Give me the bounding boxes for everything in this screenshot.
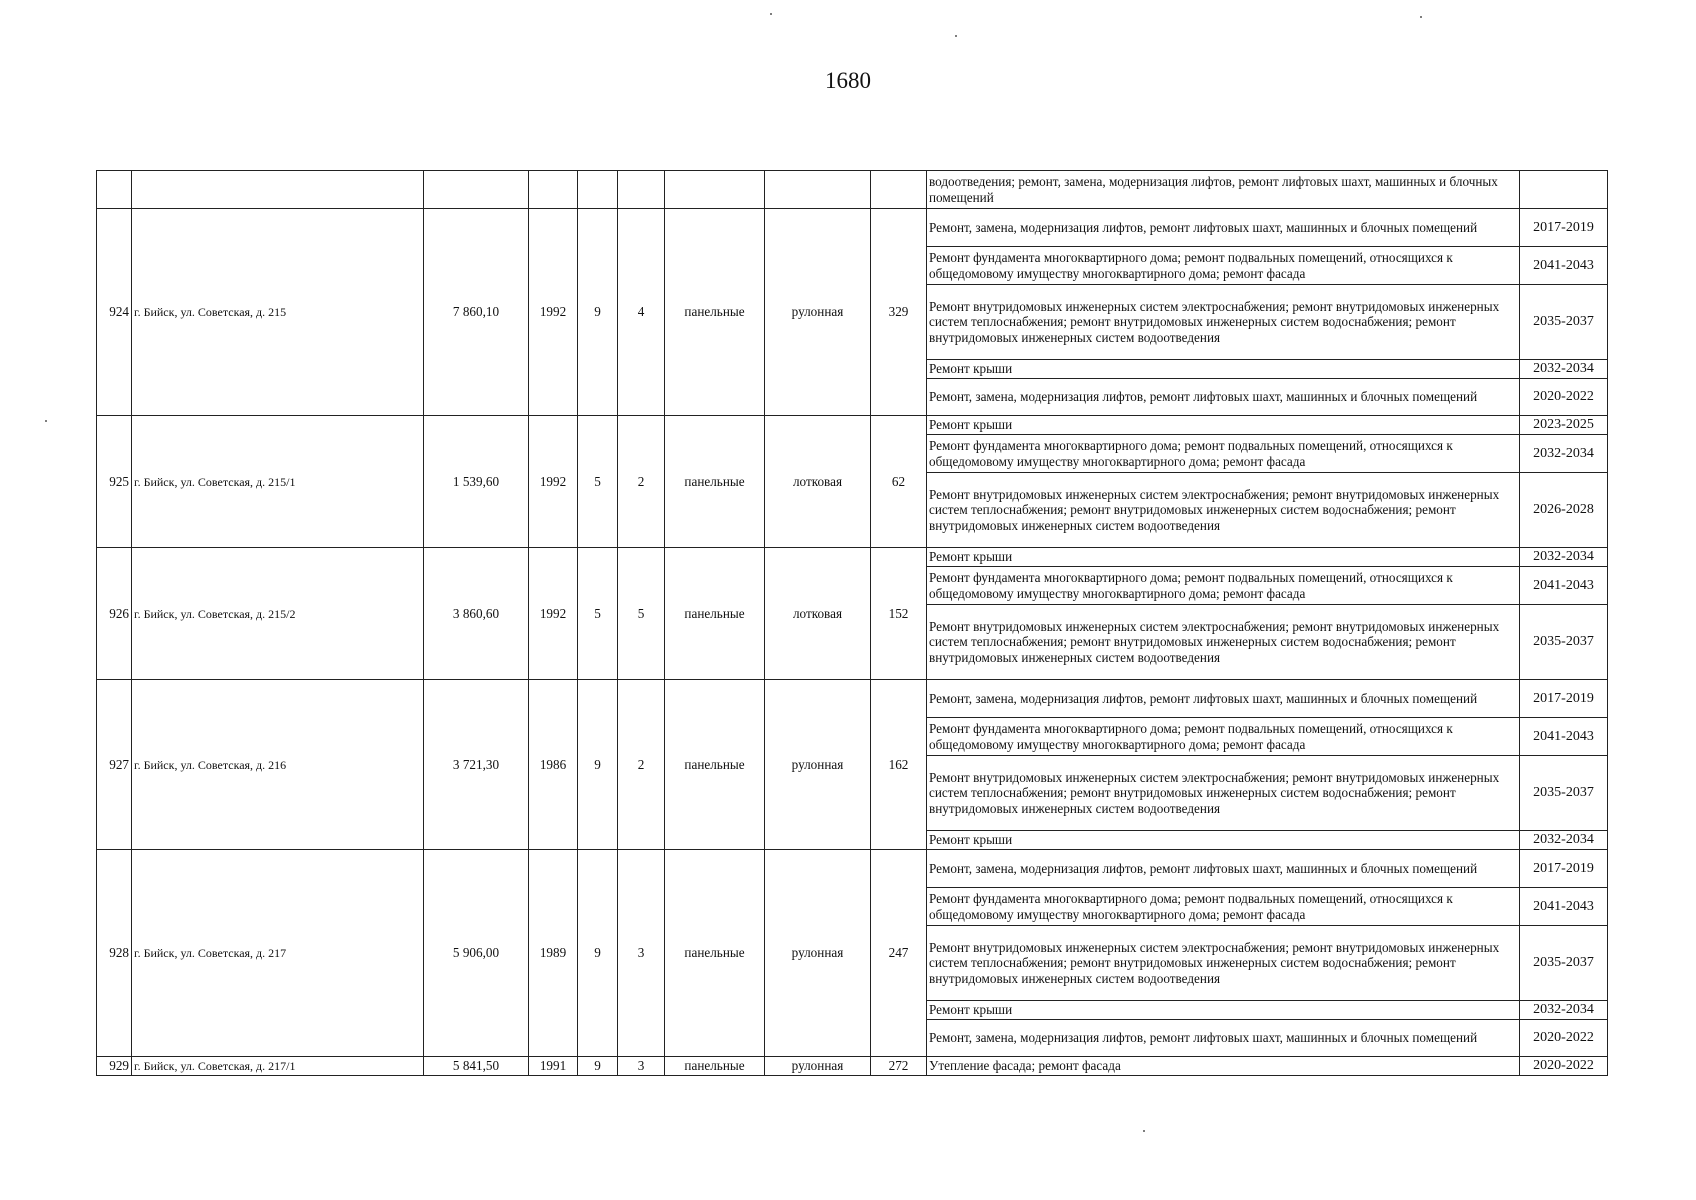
floors-cell [578,171,618,209]
residents-cell: 329 [871,209,927,416]
area-cell: 3 860,60 [424,548,529,680]
period-cell: 2017-2019 [1520,850,1608,888]
roof-type-cell: лотковая [765,548,871,680]
capital-repair-table [96,170,1608,1076]
table-row [97,1057,1608,1076]
year-cell: 1992 [529,548,578,680]
address-cell: г. Бийск, ул. Советская, д. 217 [132,850,424,1057]
floors-cell: 9 [578,850,618,1057]
entrances-cell: 2 [618,416,665,548]
period-cell: 2032-2034 [1520,435,1608,473]
work-type-cell: Ремонт фундамента многоквартирного дома; ремонт подвальных помещений, относящихся к общедомовому имуществу многоквартирного дома; ремонт фасада [927,888,1520,926]
year-cell: 1992 [529,416,578,548]
address-cell: г. Бийск, ул. Советская, д. 216 [132,680,424,850]
period-cell [1520,171,1608,209]
floors-cell: 5 [578,416,618,548]
period-cell: 2032-2034 [1520,360,1608,379]
row-number: 928 [97,850,132,1057]
work-type-cell: Ремонт крыши [927,416,1520,435]
residents-cell: 162 [871,680,927,850]
page-number: 1680 [825,68,871,93]
walls-material-cell: панельные [665,209,765,416]
scan-speck [1143,1130,1145,1132]
scan-speck [1420,16,1422,18]
row-number: 927 [97,680,132,850]
scan-speck [45,420,47,422]
area-cell: 7 860,10 [424,209,529,416]
walls-material-cell: панельные [665,850,765,1057]
period-cell: 2041-2043 [1520,247,1608,285]
year-cell: 1989 [529,850,578,1057]
period-cell: 2035-2037 [1520,756,1608,831]
work-type-cell: Ремонт, замена, модернизация лифтов, ремонт лифтовых шахт, машинных и блочных помещений [927,379,1520,416]
address-cell: г. Бийск, ул. Советская, д. 215/1 [132,416,424,548]
work-type-cell: Ремонт крыши [927,548,1520,567]
scan-speck [955,35,957,37]
residents-cell [871,171,927,209]
period-cell: 2032-2034 [1520,831,1608,850]
floors-cell: 5 [578,548,618,680]
work-type-cell: Ремонт фундамента многоквартирного дома; ремонт подвальных помещений, относящихся к общедомовому имуществу многоквартирного дома; ремонт фасада [927,567,1520,605]
year-cell: 1986 [529,680,578,850]
work-type-cell: водоотведения; ремонт, замена, модернизация лифтов, ремонт лифтовых шахт, машинных и блочных помещений [927,171,1520,209]
roof-type-cell: рулонная [765,209,871,416]
scan-speck [770,13,772,15]
work-type-cell: Утепление фасада; ремонт фасада [927,1057,1520,1076]
address-cell: г. Бийск, ул. Советская, д. 215/2 [132,548,424,680]
walls-material-cell: панельные [665,416,765,548]
residents-cell: 62 [871,416,927,548]
area-cell: 5 906,00 [424,850,529,1057]
address-cell [132,171,424,209]
work-type-cell: Ремонт фундамента многоквартирного дома; ремонт подвальных помещений, относящихся к общедомовому имуществу многоквартирного дома; ремонт фасада [927,247,1520,285]
table-row [97,209,1608,247]
walls-material-cell: панельные [665,680,765,850]
period-cell: 2032-2034 [1520,548,1608,567]
address-cell: г. Бийск, ул. Советская, д. 215 [132,209,424,416]
work-type-cell: Ремонт, замена, модернизация лифтов, ремонт лифтовых шахт, машинных и блочных помещений [927,1020,1520,1057]
table-row [97,416,1608,435]
period-cell: 2035-2037 [1520,926,1608,1001]
period-cell: 2020-2022 [1520,1020,1608,1057]
period-cell: 2035-2037 [1520,285,1608,360]
floors-cell: 9 [578,1057,618,1076]
period-cell: 2035-2037 [1520,605,1608,680]
floors-cell: 9 [578,680,618,850]
walls-material-cell: панельные [665,1057,765,1076]
roof-type-cell: лотковая [765,416,871,548]
walls-material-cell: панельные [665,548,765,680]
roof-type-cell: рулонная [765,680,871,850]
work-type-cell: Ремонт, замена, модернизация лифтов, ремонт лифтовых шахт, машинных и блочных помещений [927,680,1520,718]
work-type-cell: Ремонт внутридомовых инженерных систем электроснабжения; ремонт внутридомовых инженерных систем теплоснабжения; ремонт внутридомовых инженерных систем водоснабжения; ремонт внутридомовых инженерных систем водоотведения [927,756,1520,831]
area-cell [424,171,529,209]
residents-cell: 152 [871,548,927,680]
period-cell: 2020-2022 [1520,379,1608,416]
floors-cell: 9 [578,209,618,416]
row-number: 924 [97,209,132,416]
work-type-cell: Ремонт крыши [927,360,1520,379]
period-cell: 2017-2019 [1520,680,1608,718]
area-cell: 5 841,50 [424,1057,529,1076]
table-row [97,680,1608,718]
year-cell: 1991 [529,1057,578,1076]
entrances-cell: 4 [618,209,665,416]
entrances-cell: 3 [618,850,665,1057]
period-cell: 2017-2019 [1520,209,1608,247]
work-type-cell: Ремонт фундамента многоквартирного дома; ремонт подвальных помещений, относящихся к общедомовому имуществу многоквартирного дома; ремонт фасада [927,435,1520,473]
walls-material-cell [665,171,765,209]
work-type-cell: Ремонт крыши [927,831,1520,850]
entrances-cell [618,171,665,209]
row-number: 926 [97,548,132,680]
year-cell [529,171,578,209]
row-number [97,171,132,209]
work-type-cell: Ремонт, замена, модернизация лифтов, ремонт лифтовых шахт, машинных и блочных помещений [927,850,1520,888]
period-cell: 2023-2025 [1520,416,1608,435]
address-cell: г. Бийск, ул. Советская, д. 217/1 [132,1057,424,1076]
work-type-cell: Ремонт внутридомовых инженерных систем электроснабжения; ремонт внутридомовых инженерных систем теплоснабжения; ремонт внутридомовых инженерных систем водоснабжения; ремонт внутридомовых инженерных систем водоотведения [927,926,1520,1001]
period-cell: 2020-2022 [1520,1057,1608,1076]
period-cell: 2041-2043 [1520,567,1608,605]
area-cell: 1 539,60 [424,416,529,548]
work-type-cell: Ремонт внутридомовых инженерных систем электроснабжения; ремонт внутридомовых инженерных систем теплоснабжения; ремонт внутридомовых инженерных систем водоснабжения; ремонт внутридомовых инженерных систем водоотведения [927,285,1520,360]
work-type-cell: Ремонт фундамента многоквартирного дома; ремонт подвальных помещений, относящихся к общедомовому имуществу многоквартирного дома; ремонт фасада [927,718,1520,756]
roof-type-cell: рулонная [765,850,871,1057]
period-cell: 2026-2028 [1520,473,1608,548]
period-cell: 2041-2043 [1520,888,1608,926]
period-cell: 2032-2034 [1520,1001,1608,1020]
entrances-cell: 3 [618,1057,665,1076]
roof-type-cell: рулонная [765,1057,871,1076]
row-number: 929 [97,1057,132,1076]
area-cell: 3 721,30 [424,680,529,850]
residents-cell: 272 [871,1057,927,1076]
table-row [97,850,1608,888]
entrances-cell: 2 [618,680,665,850]
work-type-cell: Ремонт внутридомовых инженерных систем электроснабжения; ремонт внутридомовых инженерных систем теплоснабжения; ремонт внутридомовых инженерных систем водоснабжения; ремонт внутридомовых инженерных систем водоотведения [927,605,1520,680]
table-row [97,171,1608,209]
roof-type-cell [765,171,871,209]
row-number: 925 [97,416,132,548]
period-cell: 2041-2043 [1520,718,1608,756]
work-type-cell: Ремонт крыши [927,1001,1520,1020]
entrances-cell: 5 [618,548,665,680]
work-type-cell: Ремонт, замена, модернизация лифтов, ремонт лифтовых шахт, машинных и блочных помещений [927,209,1520,247]
residents-cell: 247 [871,850,927,1057]
table-row [97,548,1608,567]
year-cell: 1992 [529,209,578,416]
work-type-cell: Ремонт внутридомовых инженерных систем электроснабжения; ремонт внутридомовых инженерных систем теплоснабжения; ремонт внутридомовых инженерных систем водоснабжения; ремонт внутридомовых инженерных систем водоотведения [927,473,1520,548]
